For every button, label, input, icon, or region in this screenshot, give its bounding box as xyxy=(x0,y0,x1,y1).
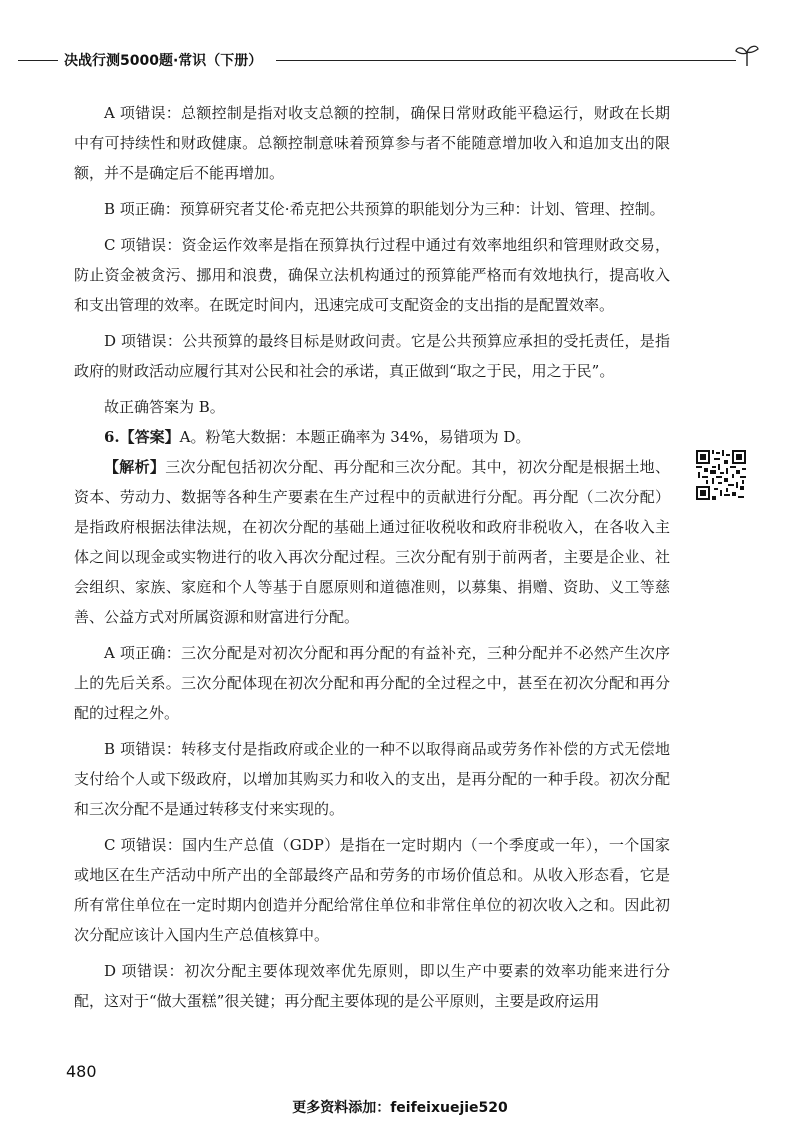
paragraph-option-a: A 项正确：三次分配是对初次分配和再分配的有益补充，三种分配并不必然产生次序上的先后关系。三次分配体现在初次分配和再分配的全过程之中，甚至在初次分配和再分配的过程之外。 xyxy=(74,644,670,722)
paragraph-option-b: B 项错误：转移支付是指政府或企业的一种不以取得商品或劳务作补偿的方式无偿地支付给个人或下级政府，以增加其购买力和收入的支出，是再分配的一种手段。初次分配和三次分配不是通过转移支付来实现的。 xyxy=(74,740,670,818)
answer-text: A。粉笔大数据：本题正确率为 34%，易错项为 D。 xyxy=(179,428,531,446)
paragraph-conclusion: 故正确答案为 B。 xyxy=(104,398,225,416)
header-title: 决战行测5000题·常识（下册） xyxy=(64,53,263,69)
paragraph-option-d: D 项错误：初次分配主要体现效率优先原则，即以生产中要素的效率功能来进行分配，这对于“做大蛋糕”很关键；再分配主要体现的是公平原则，主要是政府运用 xyxy=(74,962,670,1010)
running-header xyxy=(18,48,758,72)
header-rule-right xyxy=(276,60,736,61)
qr-code-icon xyxy=(696,450,746,500)
answer-label: 6.【答案】 xyxy=(104,428,180,446)
paragraph-option-b-prev: B 项正确：预算研究者艾伦·希克把公共预算的职能划分为三种：计划、管理、控制。 xyxy=(104,200,665,218)
answer-line xyxy=(74,422,670,452)
header-rule-left xyxy=(18,60,58,61)
page-number: 480 xyxy=(66,1062,97,1081)
page-content xyxy=(74,98,670,1022)
paragraph-option-d-prev: D 项错误：公共预算的最终目标是财政问责。它是公共预算应承担的受托责任，是指政府的财政活动应履行其对公民和社会的承诺，真正做到“取之于民，用之于民”。 xyxy=(74,332,670,380)
analysis-label: 【解析】 xyxy=(104,458,166,476)
paragraph-option-c: C 项错误：国内生产总值（GDP）是指在一定时期内（一个季度或一年），一个国家或地区在生产活动中所产出的全部最终产品和劳务的市场价值总和。从收入形态看，它是所有常住单位在一定时期内创造并分配给常住单位和非常住单位的初次收入之和。因此初次分配应该计入国内生产总值核算中。 xyxy=(74,836,670,944)
paragraph-option-a-prev: A 项错误：总额控制是指对收支总额的控制，确保日常财政能平稳运行，财政在长期中有可持续性和财政健康。总额控制意味着预算参与者不能随意增加收入和追加支出的限额，并不是确定后不能再增加。 xyxy=(74,104,670,182)
paragraph-option-c-prev: C 项错误：资金运作效率是指在预算执行过程中通过有效率地组织和管理财政交易，防止资金被贪污、挪用和浪费，确保立法机构通过的预算能严格而有效地执行，提高收入和支出管理的效率。在既定时间内，迅速完成可支配资金的支出指的是配置效率。 xyxy=(74,236,670,314)
sprout-icon xyxy=(734,42,760,68)
footer-note: 更多资料添加：feifeixuejie520 xyxy=(292,1100,508,1116)
analysis-text: 三次分配包括初次分配、再分配和三次分配。其中，初次分配是根据土地、资本、劳动力、数据等各种生产要素在生产过程中的贡献进行分配。再分配（二次分配）是指政府根据法律法规，在初次分配的基础上通过征收税收和政府非税收入，在各收入主体之间以现金或实物进行的收入再次分配过程。三次分配有别于前两者，主要是企业、社会组织、家族、家庭和个人等基于自愿原则和道德准则，以募集、捐赠、资助、义工等慈善、公益方式对所属资源和财富进行分配。 xyxy=(74,458,670,626)
analysis-paragraph xyxy=(74,452,670,632)
